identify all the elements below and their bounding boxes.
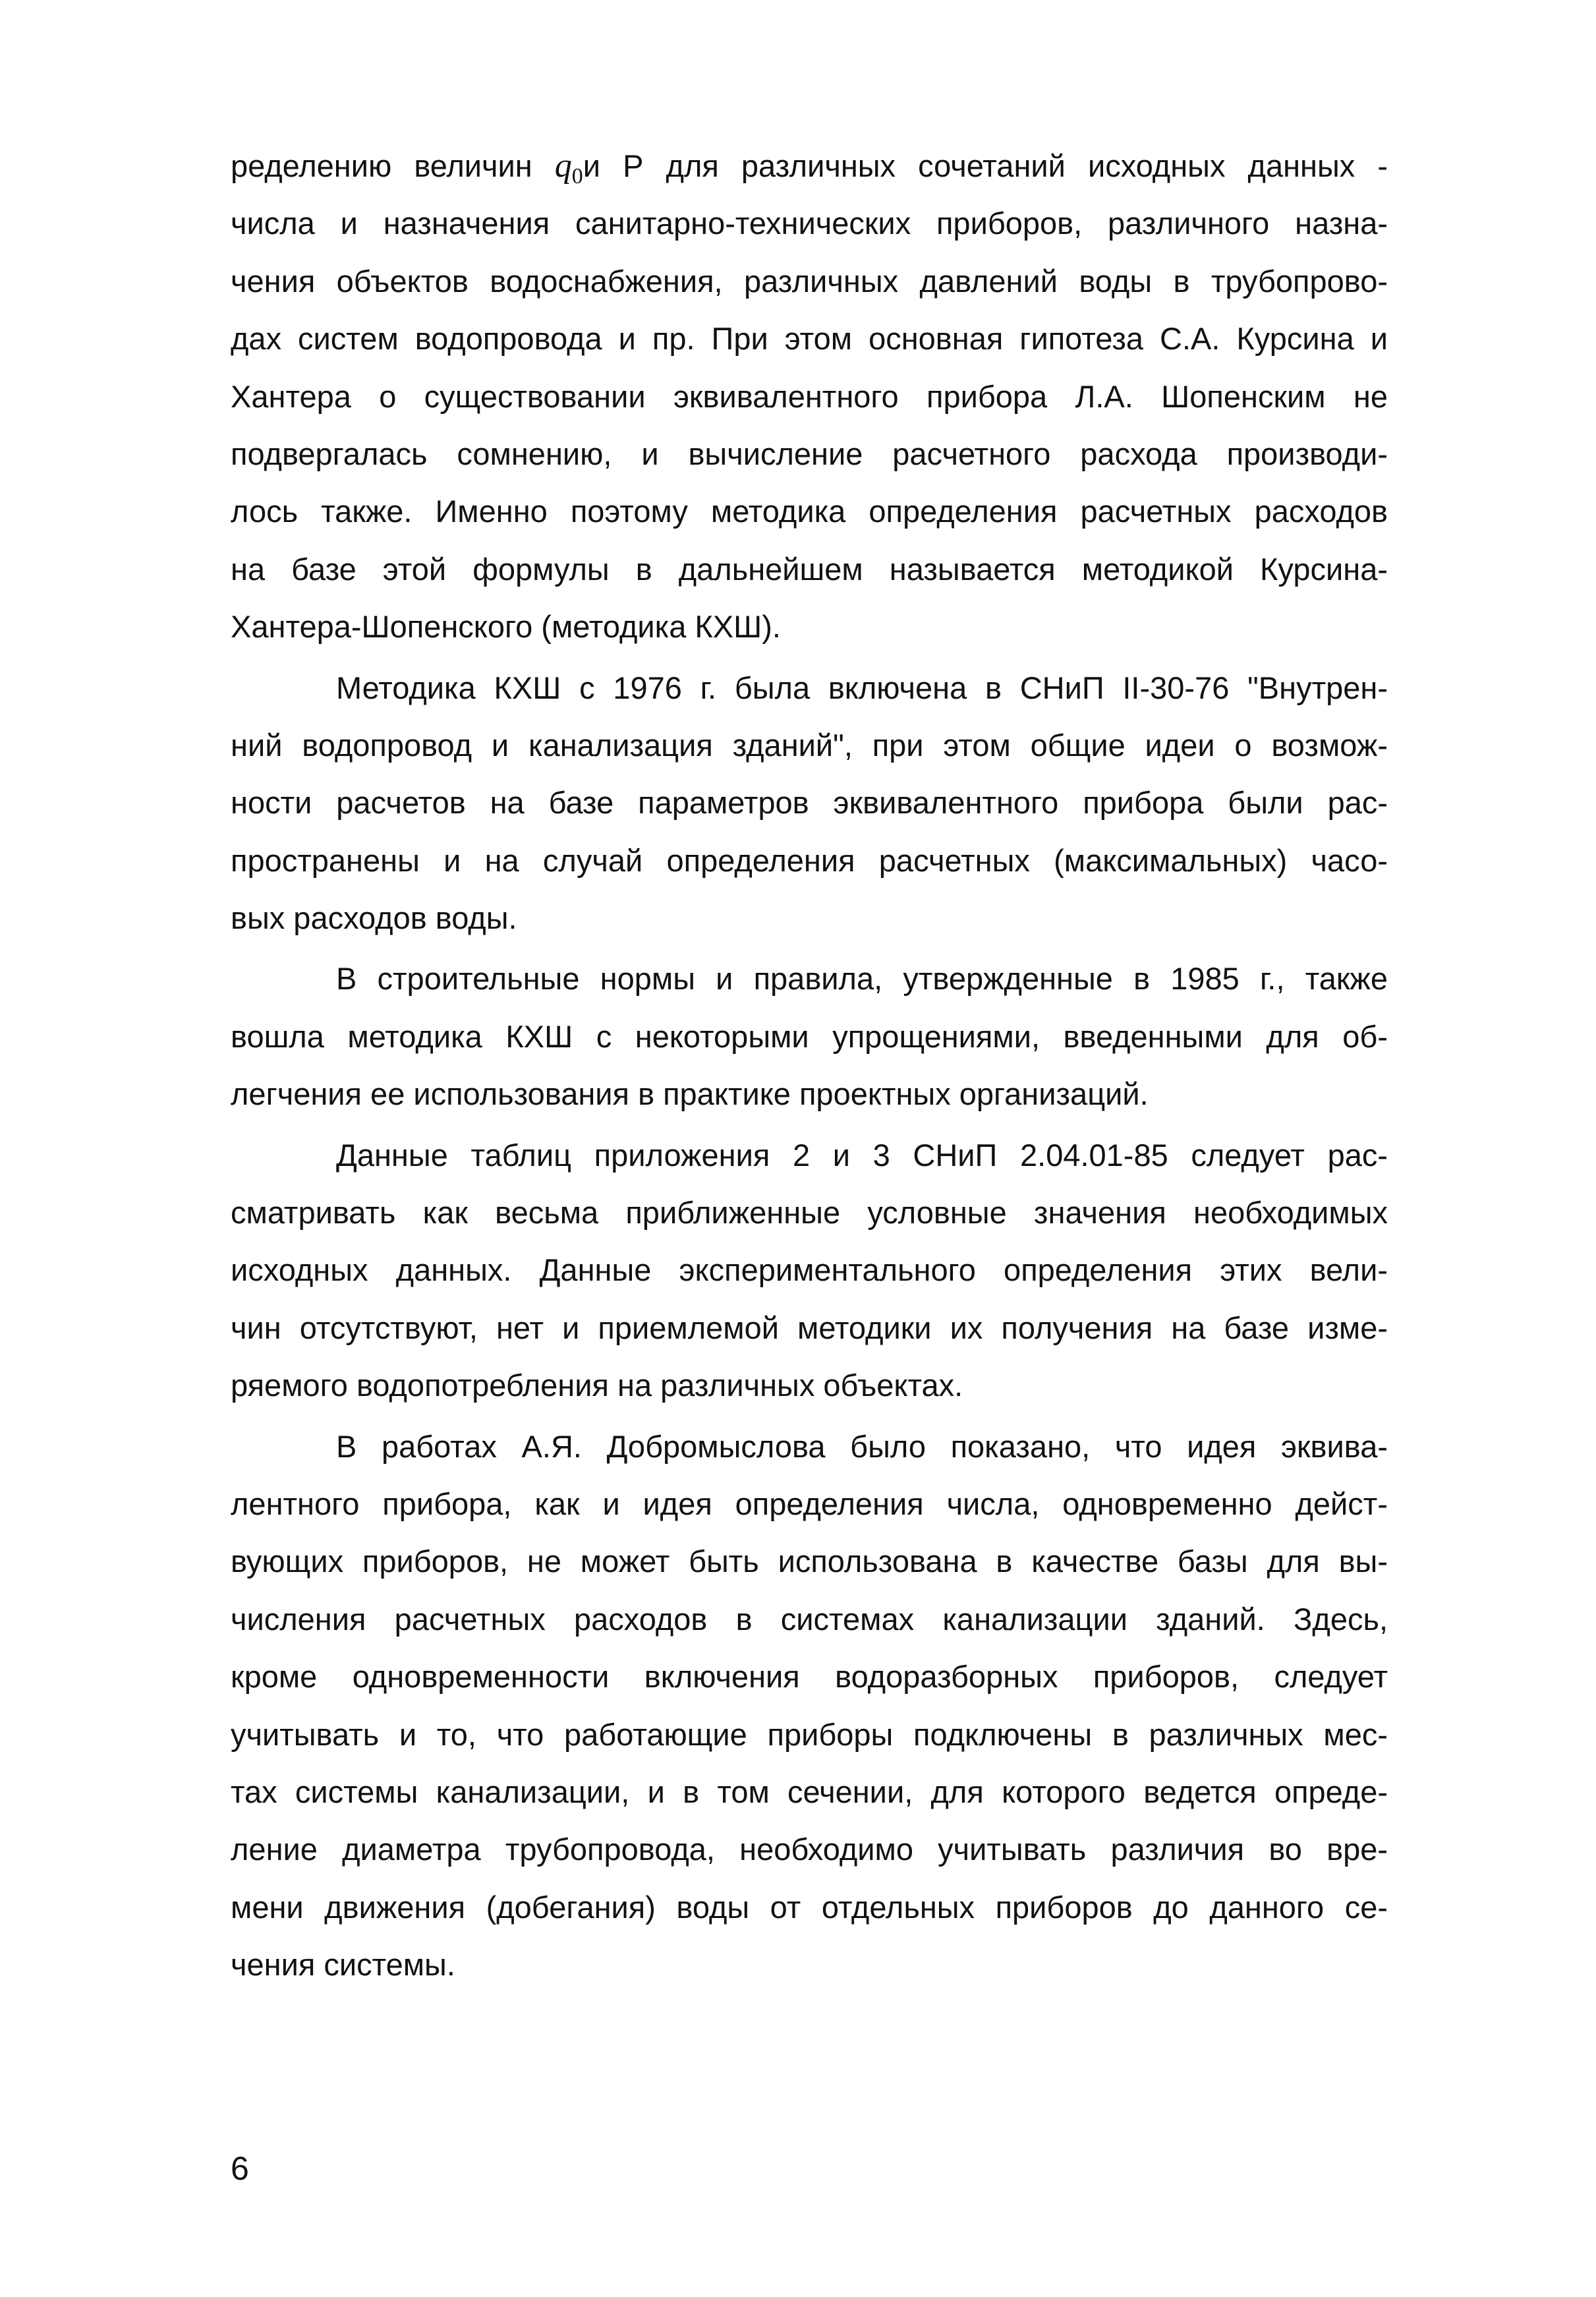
body-text	[231, 137, 1388, 1994]
text-line: Методика КХШ с 1976 г. была включена в СНиП II-30-76 "Внутрен-	[336, 670, 1388, 705]
text-line: легчения ее использования в практике проектных организаций.	[231, 1076, 1149, 1112]
text-line: сматривать как весьма приближенные условные значения необходимых	[231, 1195, 1388, 1231]
text-line: мени движения (добегания) воды от отдельных приборов до данного се-	[231, 1889, 1388, 1925]
text-line: чения системы.	[231, 1947, 455, 1983]
line-text: и Р для различных сочетаний исходных данных -	[583, 148, 1388, 183]
text-line: Данные таблиц приложения 2 и 3 СНиП 2.04.01-85 следует рас-	[336, 1137, 1388, 1173]
text-line: тах системы канализации, и в том сечении, для которого ведется опреде-	[231, 1774, 1388, 1809]
text-line: ности расчетов на базе параметров эквивалентного прибора были рас-	[231, 785, 1388, 821]
text-line: вующих приборов, не может быть использована в качестве базы для вы-	[231, 1544, 1388, 1579]
text-line: дах систем водопровода и пр. При этом основная гипотеза С.А. Курсина и	[231, 321, 1388, 357]
paragraph-5	[231, 1418, 1388, 1994]
text-line: подвергалась сомнению, и вычисление расчетного расхода производи-	[231, 436, 1388, 471]
text-line: ряемого водопотребления на различных объектах.	[231, 1368, 963, 1403]
text-line: числа и назначения санитарно-технических приборов, различного назна-	[231, 206, 1388, 241]
text-line: пространены и на случай определения расчетных (максимальных) часо-	[231, 842, 1388, 878]
paragraph-2	[231, 659, 1388, 947]
text-line: чин отсутствуют, нет и приемлемой методики их получения на базе изме-	[231, 1310, 1388, 1345]
text-line: В строительные нормы и правила, утвержденные в 1985 г., также	[336, 961, 1388, 997]
variable-q0	[554, 147, 583, 189]
line-text: ределению величин	[231, 148, 555, 183]
text-line: вых расходов воды.	[231, 900, 517, 936]
text-line: Хантера-Шопенского (методика КХШ).	[231, 609, 781, 645]
text-line: ление диаметра трубопровода, необходимо учитывать различия во вре-	[231, 1832, 1388, 1867]
paragraph-4	[231, 1126, 1388, 1414]
text-line-formula	[231, 137, 1388, 194]
text-line: лентного прибора, как и идея определения числа, одновременно дейст-	[231, 1486, 1388, 1521]
text-line: лось также. Именно поэтому методика определения расчетных расходов	[231, 494, 1388, 529]
text-line: исходных данных. Данные экспериментального определения этих вели-	[231, 1252, 1388, 1288]
paragraph-3	[231, 950, 1388, 1122]
text-line: ний водопровод и канализация зданий", при этом общие идеи о возмож-	[231, 727, 1388, 763]
text-line: учитывать и то, что работающие приборы подключены в различных мес-	[231, 1716, 1388, 1752]
page-number: 6	[231, 2150, 249, 2187]
text-line: чения объектов водоснабжения, различных давлений воды в трубопрово-	[231, 263, 1388, 299]
text-line: В работах А.Я. Добромыслова было показано, что идея эквива-	[336, 1428, 1388, 1464]
text-line: вошла методика КХШ с некоторыми упрощениями, введенными для об-	[231, 1018, 1388, 1054]
variable-subscript: 0	[571, 164, 583, 189]
text-line: числения расчетных расходов в системах канализации зданий. Здесь,	[231, 1601, 1388, 1637]
variable-symbol: q	[554, 147, 572, 185]
text-line: кроме одновременности включения водоразборных приборов, следует	[231, 1659, 1388, 1695]
text-line: на базе этой формулы в дальнейшем называется методикой Курсина-	[231, 551, 1388, 587]
text-line: Хантера о существовании эквивалентного прибора Л.А. Шопенским не	[231, 378, 1388, 414]
paragraph-1	[231, 137, 1388, 656]
